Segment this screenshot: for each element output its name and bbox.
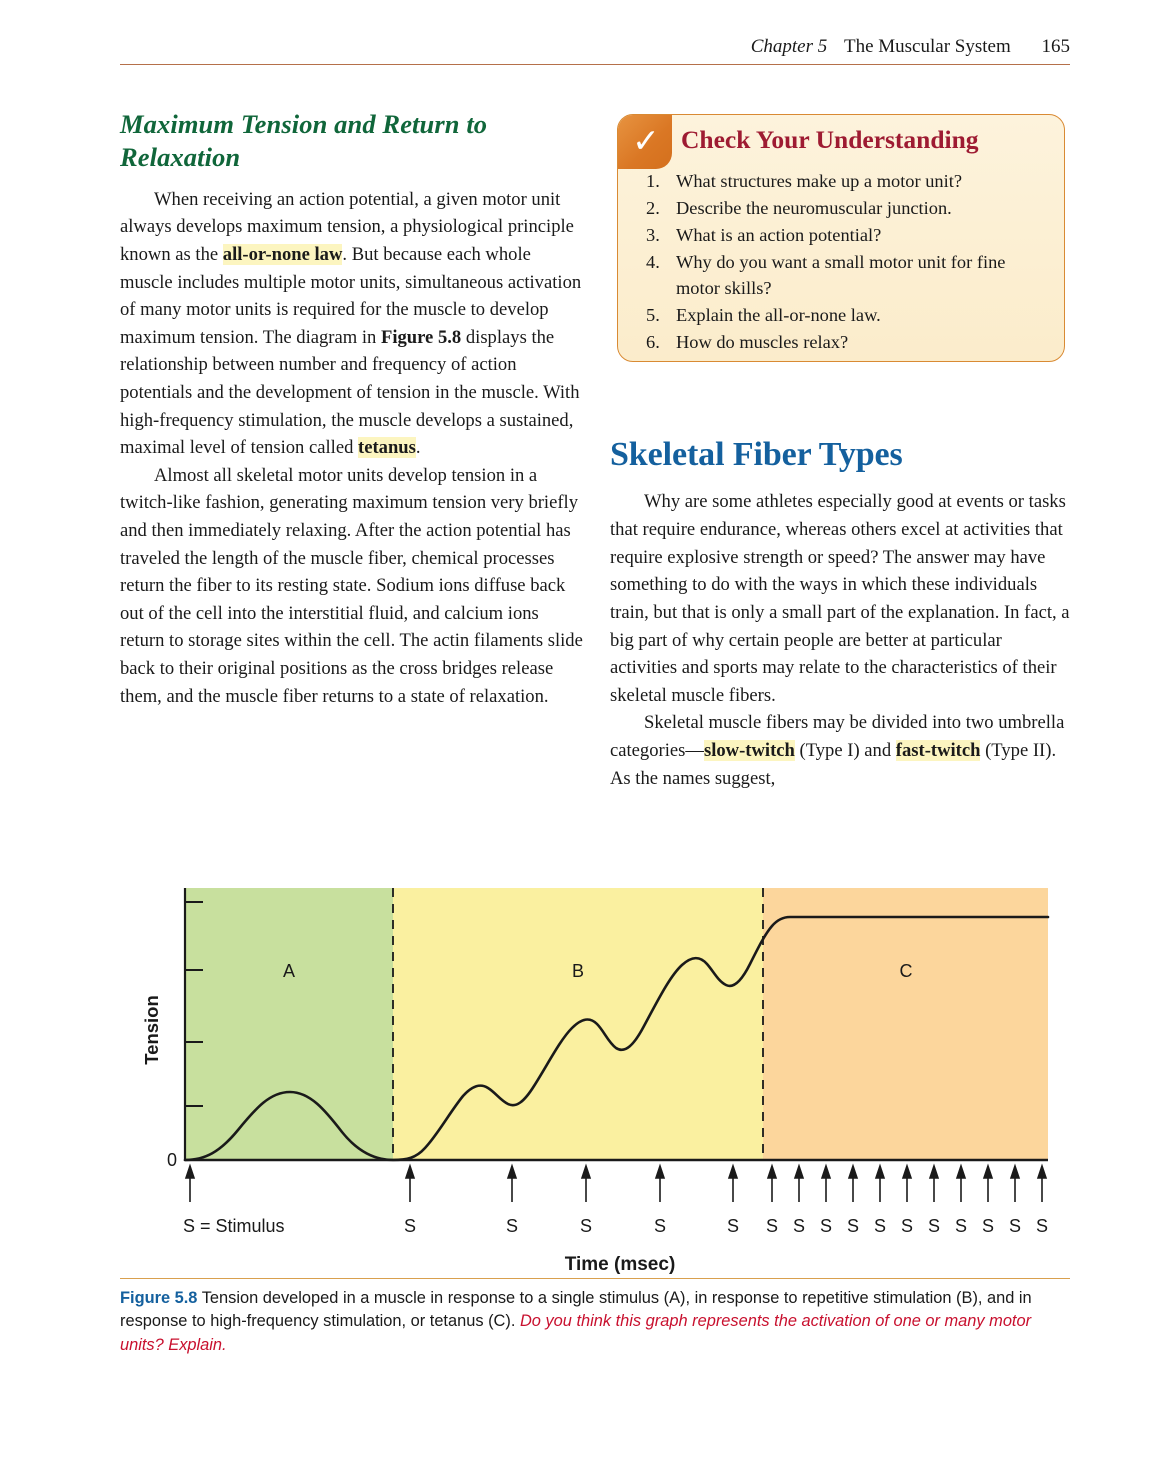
para1-part-c: displays the relationship between number and frequency of action potentials and the development of tension in the muscle. With high-frequency stimulation, the muscle develops a sustained, maximal level of tension called <box>120 326 580 459</box>
paragraph-relaxation: Almost all skeletal motor units develop tension in a twitch-like fashion, generating maximum tension very briefly and then immediately relaxing. After the action potential has traveled the length of the muscle fiber, chemical processes return the fiber to its resting state. Sodium ions diffuse back out of the cell into the interstitial fluid, and calcium ions return to storage sites within the cell. The actin filaments slide back to their original positions as the cross bridges release them, and the muscle fiber returns to a state of relaxation. <box>120 464 583 707</box>
stimulus-arrow <box>903 1166 911 1202</box>
list-item <box>646 250 1052 302</box>
stimulus-arrow <box>582 1166 590 1202</box>
list-item-label: How do muscles relax? <box>676 331 849 352</box>
figure-5-8 <box>120 880 1070 1300</box>
stimulus-arrow <box>768 1166 776 1202</box>
tension-vs-time-chart <box>120 880 1070 1300</box>
chapter-number: Chapter 5 <box>750 36 828 57</box>
list-item <box>646 303 1052 329</box>
stimulus-label: S <box>653 1216 667 1236</box>
list-item <box>646 169 1052 195</box>
stimulus-arrow <box>795 1166 803 1202</box>
stimulus-labels <box>404 1216 1048 1236</box>
stimulus-label: S <box>403 1216 417 1236</box>
page-number: 165 <box>1041 36 1070 57</box>
term-tetanus: tetanus <box>358 437 416 459</box>
term-slow-twitch: slow-twitch <box>703 739 795 761</box>
section-heading-maximum-tension: Maximum Tension and Return to Relaxation <box>120 109 488 172</box>
check-your-understanding-list <box>646 169 1052 357</box>
stimulus-label: S <box>873 1216 887 1236</box>
stimulus-label: S <box>792 1216 806 1236</box>
header-divider <box>120 64 1070 65</box>
section-heading-skeletal-fiber-types: Skeletal Fiber Types <box>610 436 903 473</box>
stimulus-arrow-group-dense <box>768 1166 1046 1202</box>
checkmark-icon: ✓ <box>632 121 660 160</box>
region-label-a: A <box>282 961 296 981</box>
stimulus-arrow <box>957 1166 965 1202</box>
list-item <box>646 196 1052 222</box>
list-item-label: What is an action potential? <box>676 224 882 245</box>
left-column <box>120 108 583 710</box>
y-origin-label: 0 <box>166 1150 177 1170</box>
para2-part-a: Skeletal muscle fibers may be divided into two umbrella categories— <box>610 712 1065 761</box>
figure-caption <box>120 1287 1072 1357</box>
caption-body: Tension developed in a muscle in response to a single stimulus (A), in response to repetitive stimulation (B), and in response to high-frequency stimulation, or tetanus (C). <box>120 1289 1032 1331</box>
y-axis-label: Tension <box>141 995 162 1065</box>
stimulus-label: S <box>981 1216 995 1236</box>
para1-part-a: When receiving an action potential, a given motor unit always develops maximum tension, a physiological principle known as the <box>120 188 574 265</box>
para2-part-b: (Type I) and <box>794 739 896 761</box>
list-item-number: 6. <box>646 331 660 352</box>
list-item <box>646 223 1052 249</box>
paragraph-fiber-categories <box>610 709 1073 792</box>
caption-question: Do you think this graph represents the activation of one or many motor units? Explain. <box>120 1312 1032 1354</box>
stimulus-arrow <box>1038 1166 1046 1202</box>
stimulus-arrow <box>656 1166 664 1202</box>
stimulus-label: S <box>1035 1216 1049 1236</box>
region-c-fill <box>763 888 1048 1160</box>
figure-reference: Figure 5.8 <box>380 326 462 348</box>
region-a-fill <box>185 888 393 1160</box>
stimulus-arrow <box>406 1166 414 1202</box>
stimulus-legend: S = Stimulus <box>183 1216 285 1236</box>
check-your-understanding-title: Check Your Understanding <box>681 125 979 154</box>
stimulus-label: S <box>726 1216 740 1236</box>
list-item-number: 4. <box>646 251 660 272</box>
stimulus-arrow-group-sparse <box>186 1166 737 1202</box>
region-label-c: C <box>899 961 913 981</box>
list-item <box>646 330 1052 356</box>
stimulus-arrow <box>822 1166 830 1202</box>
list-item-label: What structures make up a motor unit? <box>676 171 962 191</box>
paragraph-athletes: Why are some athletes especially good at events or tasks that require endurance, whereas others excel at activities that require explosive strength or speed? The answer may have something to do with the ways in which these individuals train, but that is only a small part of the explanation. In fact, a big part of why certain people are better at particular activities and sports may relate to the characteristics of their skeletal muscle fibers. <box>610 491 1070 706</box>
stimulus-arrow <box>1011 1166 1019 1202</box>
check-your-understanding-box <box>617 114 1065 362</box>
stimulus-label: S <box>954 1216 968 1236</box>
list-item-number: 2. <box>646 197 660 218</box>
paragraph-all-or-none <box>120 186 583 462</box>
stimulus-label: S <box>927 1216 941 1236</box>
stimulus-label: S <box>579 1216 593 1236</box>
stimulus-label: S <box>1008 1216 1022 1236</box>
term-all-or-none-law: all-or-none law <box>222 243 343 265</box>
list-item-label: Explain the all-or-none law. <box>676 304 881 325</box>
stimulus-arrow <box>729 1166 737 1202</box>
caption-figure-number: Figure 5.8 <box>120 1289 198 1307</box>
term-fast-twitch: fast-twitch <box>895 739 981 761</box>
stimulus-arrow <box>876 1166 884 1202</box>
stimulus-arrow <box>930 1166 938 1202</box>
stimulus-label: S <box>846 1216 860 1236</box>
list-item-number: 3. <box>646 224 660 245</box>
right-column <box>610 430 1073 792</box>
x-axis-label: Time (msec) <box>564 1254 676 1275</box>
list-item-label: Describe the neuromuscular junction. <box>676 197 952 218</box>
para1-part-d: . <box>415 437 421 459</box>
caption-divider <box>120 1278 1070 1279</box>
stimulus-arrow <box>186 1166 194 1202</box>
stimulus-arrow <box>508 1166 516 1202</box>
para2-part-c: (Type II). As the names suggest, <box>610 739 1057 789</box>
list-item-number: 5. <box>646 304 660 325</box>
stimulus-label: S <box>900 1216 914 1236</box>
stimulus-label: S <box>505 1216 519 1236</box>
stimulus-arrow <box>984 1166 992 1202</box>
page-header <box>120 36 1070 58</box>
region-label-b: B <box>571 961 585 981</box>
list-item-label: Why do you want a small motor unit for fine motor skills? <box>676 251 1006 298</box>
list-item-number: 1. <box>646 171 660 191</box>
stimulus-arrow <box>849 1166 857 1202</box>
chapter-title: The Muscular System <box>843 36 1011 57</box>
stimulus-label: S <box>819 1216 833 1236</box>
stimulus-label: S <box>765 1216 779 1236</box>
para1-part-b: . But because each whole muscle includes multiple motor units, simultaneous activation of many motor units is required for the muscle to develop maximum tension. The diagram in <box>120 243 582 348</box>
